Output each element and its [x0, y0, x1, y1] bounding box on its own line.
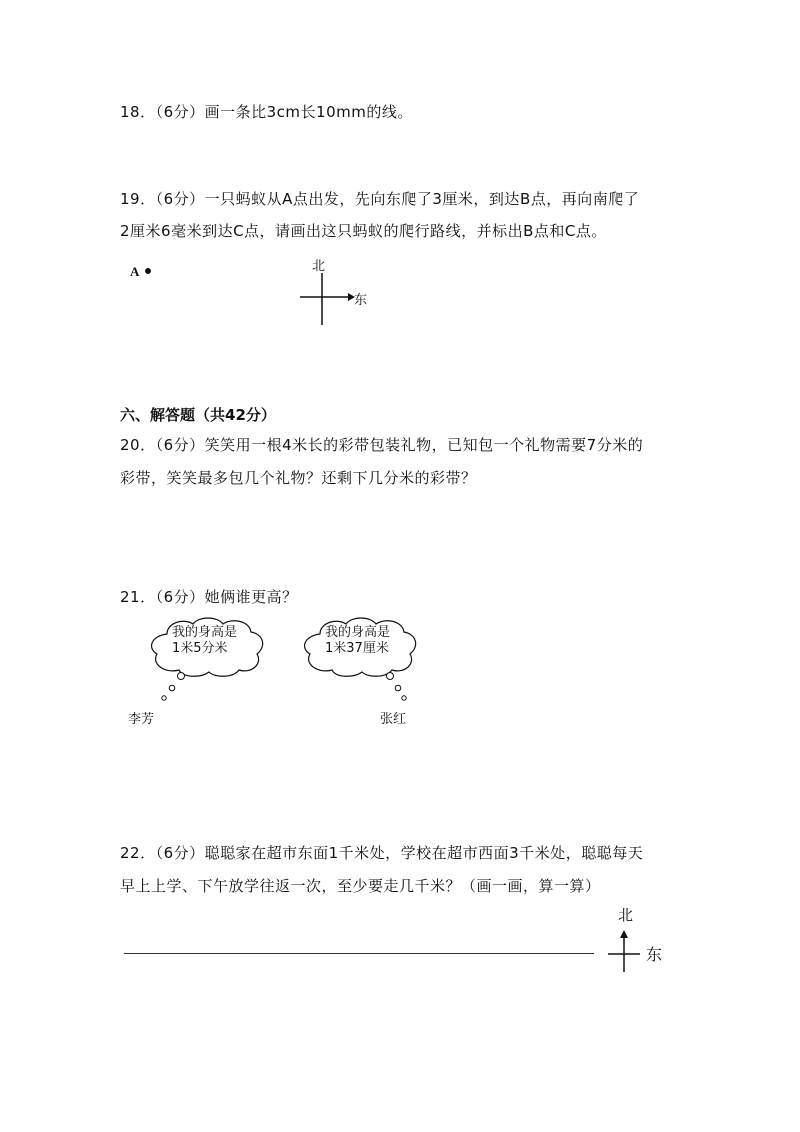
q22-line2: 早上上学、下午放学往返一次，至少要走几千米？（画一画，算一算） — [120, 877, 601, 895]
east-label-2: 东 — [646, 945, 663, 964]
girl-name-1: 李芳 — [128, 712, 155, 727]
cloud-1-line2: 1米5分米 — [172, 641, 228, 656]
point-a-dot — [145, 268, 151, 274]
compass-arrows-2 — [600, 900, 680, 980]
q22-line1: 22．（6分）聪聪家在超市东面1千米处，学校在超市西面3千米处，聪聪每天 — [120, 844, 644, 862]
compass-q19 — [296, 253, 376, 333]
compass-q22 — [600, 900, 680, 980]
north-label: 北 — [312, 259, 326, 274]
east-label: 东 — [354, 293, 368, 308]
q19-line2: 2厘米6毫米到达C点，请画出这只蚂蚁的爬行路线，并标出B点和C点。 — [120, 222, 607, 240]
q20-line1: 20．（6分）笑笑用一根4米长的彩带包装礼物，已知包一个礼物需要7分米的 — [120, 436, 644, 454]
cloud-2-line1: 我的身高是 — [325, 625, 391, 640]
thought-cloud-2 — [298, 612, 428, 712]
thought-cloud-1 — [145, 612, 275, 712]
cloud-2-line2: 1米37厘米 — [325, 641, 389, 656]
q18-text: 18．（6分）画一条比3cm长10mm的线。 — [120, 103, 413, 121]
north-label-2: 北 — [618, 906, 634, 924]
q21-text: 21．（6分）她俩谁更高？ — [120, 588, 298, 606]
section-title: 六、解答题（共42分） — [120, 406, 276, 424]
number-line — [124, 953, 594, 954]
girl-name-2: 张红 — [380, 712, 407, 727]
point-a-label: A — [130, 264, 140, 279]
q19-line1: 19．（6分）一只蚂蚁从A点出发，先向东爬了3厘米，到达B点，再向南爬了 — [120, 190, 640, 208]
cloud-1-line1: 我的身高是 — [172, 625, 238, 640]
q20-line2: 彩带，笑笑最多包几个礼物？还剩下几分米的彩带？ — [120, 469, 477, 487]
